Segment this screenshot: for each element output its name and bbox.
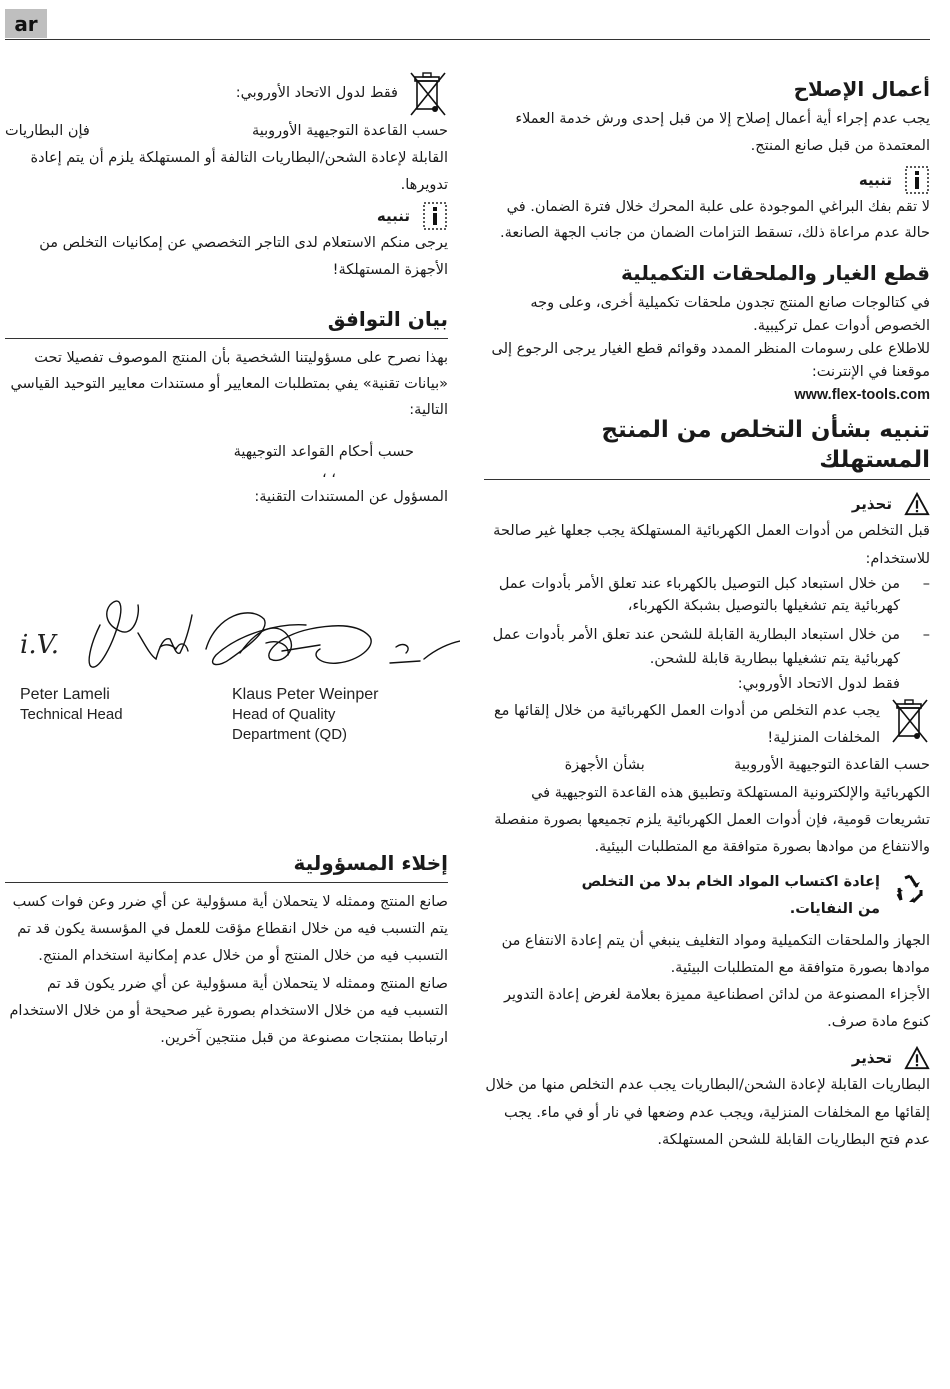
iv-mark [20, 630, 60, 660]
conformity-title: بيان التوافق [327, 307, 448, 332]
battery-note [5, 202, 448, 230]
battery-eu-row [5, 74, 448, 114]
conformity-rule [5, 338, 448, 339]
recycle-body1: الجهاز والملحقات التكميلية ومواد التغليف ينبغي أن يتم إعادة الانتفاع من موادها بصورة متوافقة مع المتطلبات البيئية. [501, 932, 930, 976]
recycle-body2: الأجزاء المصنوعة من لدائن اصطناعية مميزة بعلامة لغرض إعادة التدوير كنوع مادة صرف. [504, 987, 930, 1031]
conformity-responsible: المسؤول عن المستندات التقنية: [254, 489, 448, 506]
battery-note-label: تنبيه [376, 206, 410, 225]
weee-directive-body: الكهربائية والإلكترونية المستهلكة وتطبيق هذه القاعدة التوجيهية في تشريعات قومية، فإن أدوات العمل الكهربائية يلزم تجميعها بصورة منفصلة والانتفاع من موادها بصورة متوافقة مع المتطلبات البيئية. [494, 784, 930, 856]
recycle-row [484, 869, 930, 923]
list-item: – من خلال استبعاد البطارية القابلة للشحن عند تعلق الأمر بأدوات عمل كهربائية يتم تشغيلها ببطارية قابلة للشحن. [484, 623, 930, 671]
conformity-commas: ، ، [322, 465, 336, 482]
right-column [484, 74, 930, 1154]
liability-body1: صانع المنتج وممثله لا يتحملان أية مسؤولية عن أي ضرر وعن فوات كسب يتم التسبب فيه من خلال انقطاع مؤقت للعمل في المؤسسة يكون قد تم التسبب فيه من خلال المنتج أو من خلال عدم إمكانية استخدام المنتج. [12, 894, 448, 965]
iv-text: i.V. [20, 630, 60, 660]
battery-warning [484, 1044, 930, 1072]
liability-title: إخلاء المسؤولية [293, 851, 448, 875]
conformity-provisions: حسب أحكام القواعد التوجيهية [233, 444, 414, 461]
eu-disposal-row [484, 698, 930, 752]
list-item: – من خلال استبعاد كبل التوصيل بالكهرباء عند تعلق الأمر بأدوات عمل كهربائية يتم تشغيلها بالتوصيل بشبكة الكهرباء، [484, 573, 930, 617]
weee-directive-line [484, 752, 930, 779]
liability-section [5, 848, 448, 1052]
website-url[interactable]: www.flex-tools.com [794, 387, 930, 404]
header-rule [5, 39, 930, 40]
eu-only-label: فقط لدول الاتحاد الأوروبي: [737, 675, 900, 692]
signature-block [20, 585, 460, 755]
language-tab [5, 9, 47, 38]
signatory-2-name: Klaus Peter Weinper [232, 686, 379, 703]
warning-triangle-icon [904, 1045, 930, 1071]
crossed-bin-icon [890, 698, 930, 744]
battery-warning-label: تحذير [851, 1049, 892, 1068]
signatory-2-title: Head of Quality [232, 706, 336, 723]
signatory-2 [232, 685, 378, 745]
signature-drawing [20, 585, 460, 685]
battery-directive-a: حسب القاعدة التوجيهية الأوروبية [252, 123, 448, 139]
signatory-1-title: Technical Head [20, 706, 123, 723]
repair-body: يجب عدم إجراء أية أعمال إصلاح إلا من قبل إحدى ورش خدمة العملاء المعتمدة من قبل صانع المنتج. [515, 111, 930, 155]
battery-note-body: يرجى منكم الاستعلام لدى التاجر التخصصي عن إمكانيات التخلص من الأجهزة المستهلكة! [39, 234, 448, 278]
liability-rule [5, 882, 448, 883]
battery-warning-body: البطاريات القابلة لإعادة الشحن/البطاريات يجب عدم التخلص منها من خلال إلقائها مع المخلفات المنزلية، ويجب عدم وضعها في نار أو في ماء. يجب عدم فتح البطاريات القابلة للشحن المستهلكة. [485, 1077, 930, 1148]
language-code: ar [14, 11, 38, 36]
repair-note-label: تنبيه [858, 171, 892, 190]
conformity-body: بهذا نصرح على مسؤوليتنا الشخصية بأن المنتج الموصوف تفصيلا تحت «بيانات تقنية» يفي بمتطلبات المعايير أو مستندات معايير التوحيد القياسي التالية: [10, 350, 448, 419]
disposal-rule [484, 479, 930, 480]
parts-url-line [484, 384, 930, 407]
repair-note [484, 166, 930, 194]
recycle-title: إعادة اكتساب المواد الخام بدلا من التخلص من النفايات. [581, 874, 880, 918]
eu-disposal-body: يجب عدم التخلص من أدوات العمل الكهربائية من خلال إلقائها مع المخلفات المنزلية! [493, 703, 880, 747]
signatory-2-title2: Department (QD) [232, 726, 348, 743]
info-icon [422, 203, 448, 229]
parts-body2: للاطلاع على رسومات المنظر الممدد وقوائم قطع الغيار يرجى الرجوع إلى موقعنا في الإنترنت: [491, 341, 930, 381]
disposal-warning-label: تحذير [851, 495, 892, 514]
recycle-icon [890, 869, 930, 909]
signatory-1 [20, 685, 123, 725]
disposal-title: تنبيه بشأن التخلص من المنتج المستهلك [601, 417, 930, 474]
repair-title: أعمال الإصلاح [793, 77, 930, 101]
left-column [5, 74, 448, 511]
warning-triangle-icon [904, 491, 930, 517]
info-icon [904, 167, 930, 193]
weee-directive-a: حسب القاعدة التوجيهية الأوروبية [734, 757, 930, 774]
repair-note-body: لا تقم بفك البراغي الموجودة على علبة المحرك خلال فترة الضمان. في حالة عدم مراعاة ذلك، تسقط التزامات الضمان من جانب الجهة الصانعة. [500, 199, 930, 242]
disposal-list [484, 573, 930, 671]
battery-directive-line [5, 118, 448, 145]
battery-eu-label: فقط لدول الاتحاد الأوروبي: [235, 85, 398, 102]
disposal-warning-body: قبل التخلص من أدوات العمل الكهربائية المستهلكة يجب جعلها غير صالحة للاستخدام: [493, 523, 930, 567]
battery-directive-b: فإن البطاريات [5, 123, 90, 139]
weee-directive-b: بشأن الأجهزة [564, 757, 645, 774]
signatory-1-name: Peter Lameli [20, 686, 110, 703]
crossed-bin-icon [408, 71, 448, 117]
disposal-warning [484, 490, 930, 518]
parts-body1: في كتالوجات صانع المنتج تجدون ملحقات تكميلية أخرى، وعلى وجه الخصوص أدوات عمل تركيبية. [530, 295, 930, 335]
liability-body2: صانع المنتج وممثله لا يتحملان أية مسؤولية عن أي ضرر يكون قد تم التسبب فيه من خلال الاستخدام بصورة غير صحيحة أو من خلال الاستخدام ارتباطا بمنتجات مصنوعة من قبل منتجين آخرين. [9, 975, 448, 1047]
battery-body: القابلة لإعادة الشحن/البطاريات التالفة أو المستهلكة يلزم أن يتم إعادة تدويرها. [30, 150, 448, 194]
parts-title: قطع الغيار والملحقات التكميلية [621, 261, 930, 286]
